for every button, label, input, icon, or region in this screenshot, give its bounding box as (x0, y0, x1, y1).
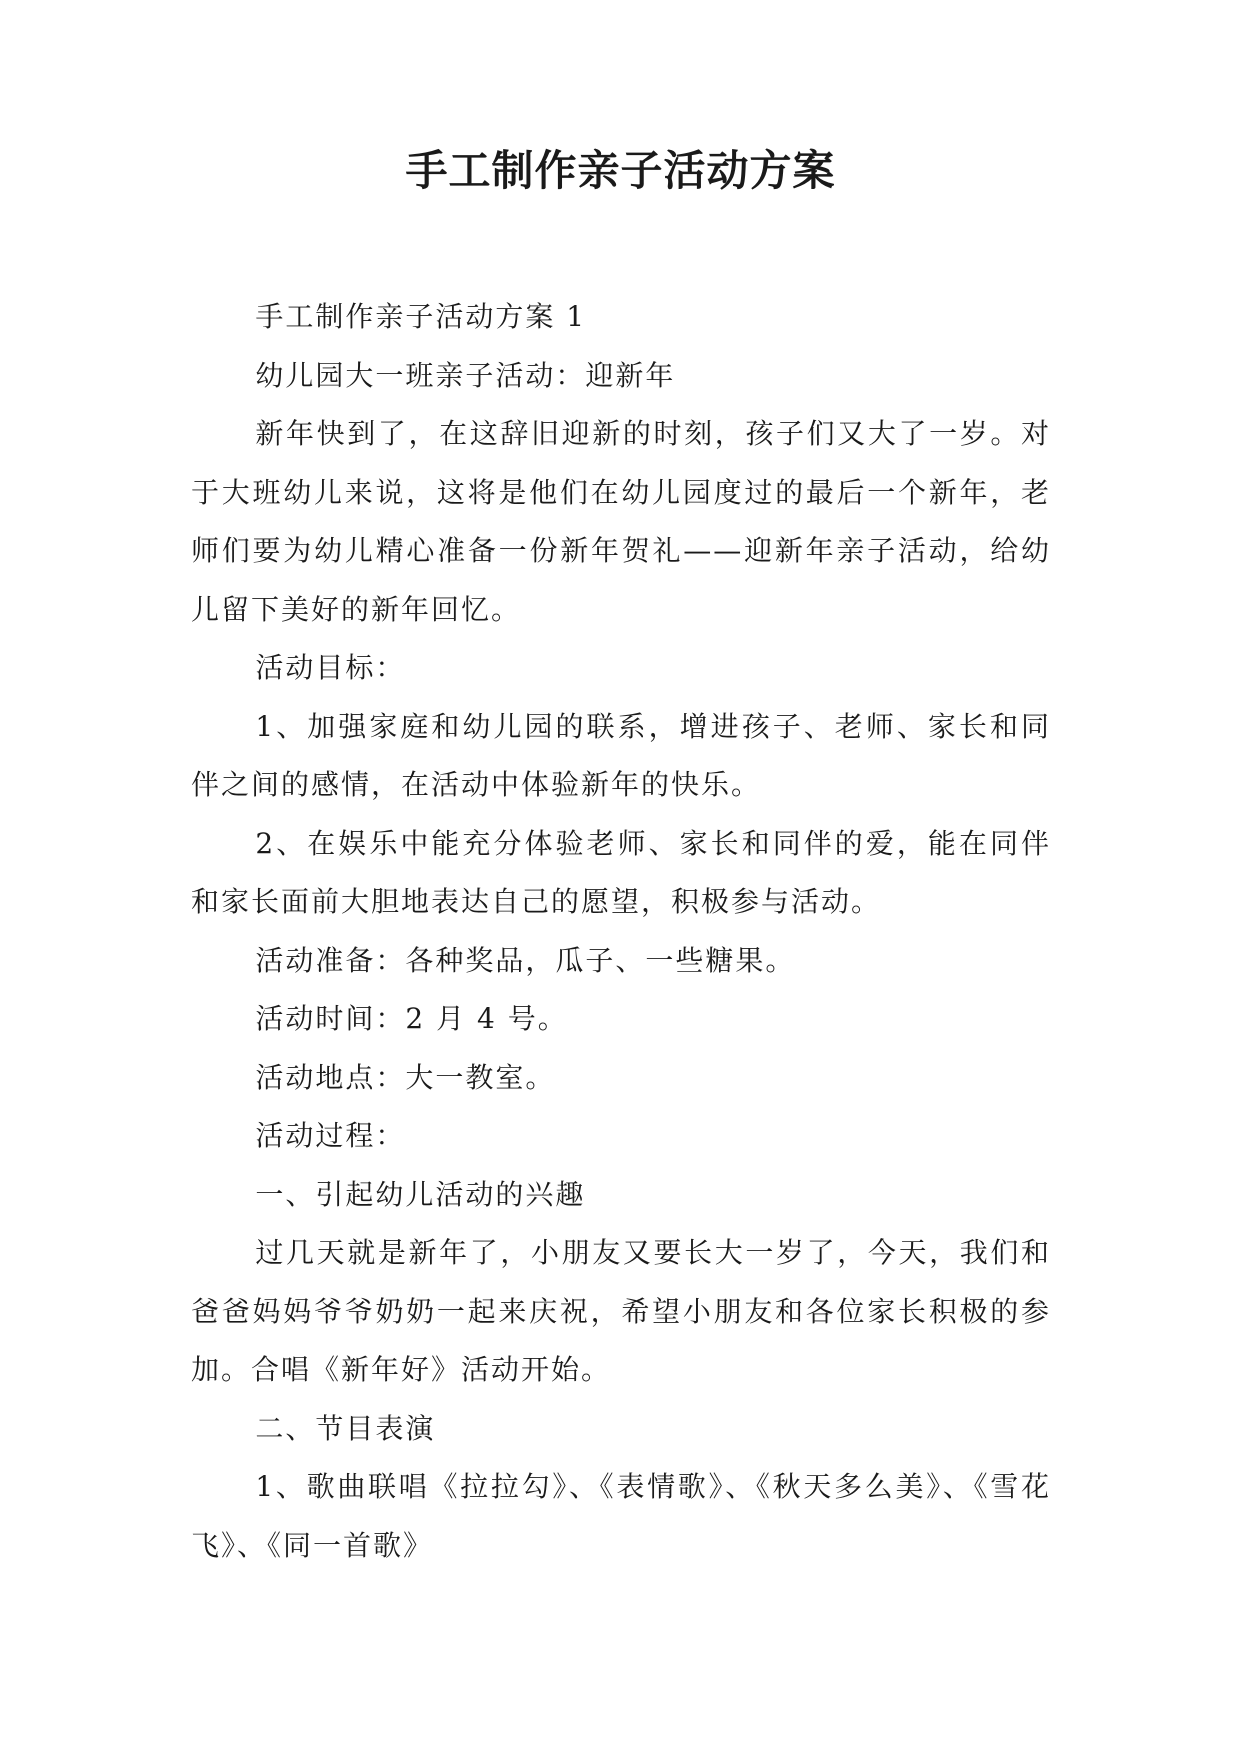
time-line: 活动时间：2 月 4 号。 (255, 1002, 568, 1035)
goal-item-2: 2、在娱乐中能充分体验老师、家长和同伴的爱，能在同伴和家长面前大胆地表达自己的愿望，积极参与活动。 (191, 826, 1051, 918)
goal-item-1: 1、加强家庭和幼儿园的联系，增进孩子、老师、家长和同伴之间的感情，在活动中体验新年的快乐。 (191, 709, 1051, 801)
location-line: 活动地点：大一教室。 (255, 1060, 556, 1094)
activity-name: 幼儿园大一班亲子活动：迎新年 (255, 358, 676, 392)
goals-heading: 活动目标： (255, 651, 406, 684)
step-2-heading: 二、节目表演 (255, 1411, 436, 1445)
step-2-item-1: 1、歌曲联唱《拉拉勾》、《表情歌》、《秋天多么美》、《雪花飞》、《同一首歌》 (191, 1470, 1051, 1562)
preparation-line: 活动准备：各种奖品，瓜子、一些糖果。 (255, 943, 796, 977)
intro-paragraph: 新年快到了，在这辞旧迎新的时刻，孩子们又大了一岁。对于大班幼儿来说，这将是他们在幼儿园度过的最后一个新年，老师们要为幼儿精心准备一份新年贺礼——迎新年亲子活动，给幼儿留下美好的新年回忆。 (191, 417, 1051, 626)
step-1-paragraph: 过几天就是新年了，小朋友又要长大一岁了，今天，我们和爸爸妈妈爷爷奶奶一起来庆祝，希望小朋友和各位家长积极的参加。合唱《新年好》活动开始。 (191, 1236, 1051, 1386)
section-heading: 手工制作亲子活动方案 1 (255, 300, 587, 333)
document-title: 手工制作亲子活动方案 (405, 146, 836, 195)
document-body (191, 288, 1051, 1575)
step-1-heading: 一、引起幼儿活动的兴趣 (255, 1177, 586, 1211)
process-heading: 活动过程： (255, 1119, 406, 1152)
